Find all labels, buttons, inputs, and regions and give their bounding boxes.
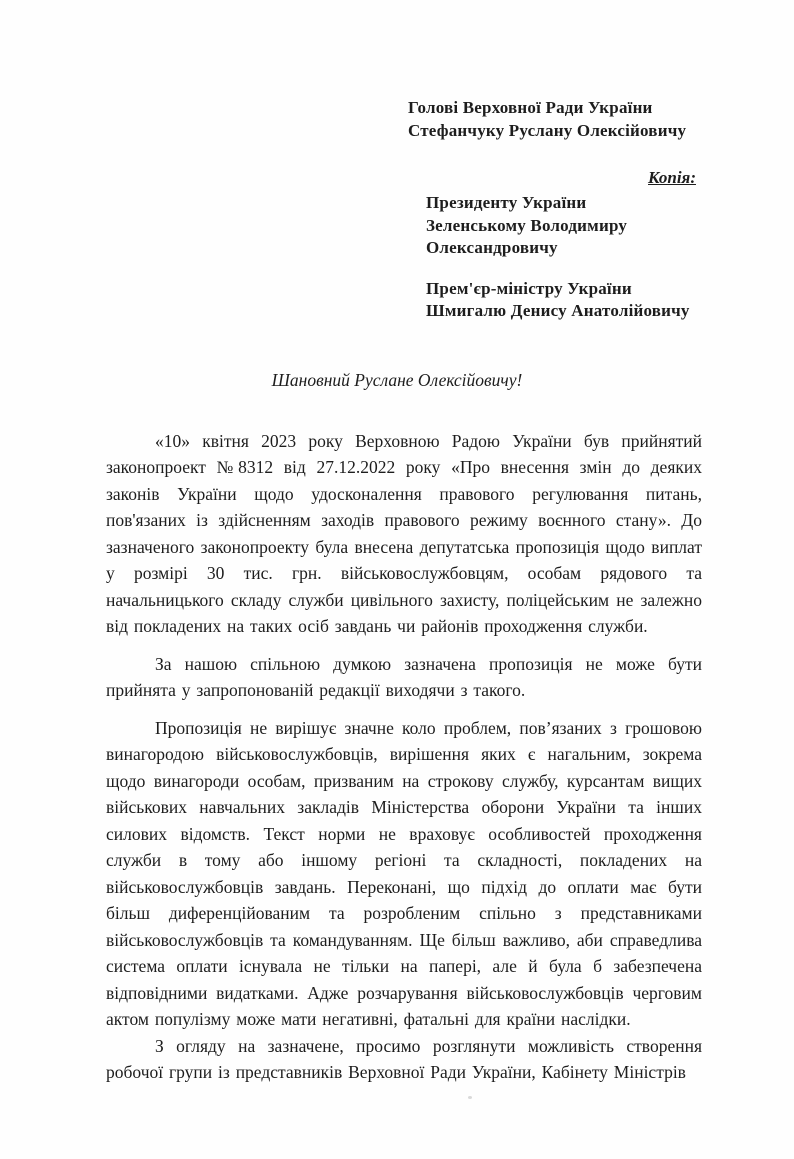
copy-recipient-president-line-1: Президенту України	[426, 193, 587, 212]
body-paragraph-2: За нашою спільною думкою зазначена пропозиція не може бути прийнята у запропонованій редакції виходячи з такого.	[106, 653, 702, 700]
body-paragraph-3: Пропозиція не вирішує значне коло проблем, пов’язаних з грошовою винагородою військовослужбовців, вирішення яких є нагальним, зокрема щодо винагороди особам, призваним на строкову службу, курсантам вищих військових навчальних закладів Міністерства оборони України та інших силових відомств. Текст норми не враховує особливостей проходження служби в тому або іншому регіоні та складності, покладених на військовослужбовців завдань. Переконані, що підхід до оплати має бути більш диференційованим та розробленим спільно з представниками військовослужбовців та командуванням. Ще більш важливо, аби справедлива система оплати існувала не тільки на папері, але й була б забезпечена відповідними видатками. Адже розчарування військовослужбовців черговим актом популізму може мати негативні, фатальні для країни наслідки.	[106, 717, 702, 1029]
addressee-primary-line-2: Стефанчуку Руслану Олексійовичу	[408, 121, 687, 140]
copy-recipient-president-line-3: Олександровичу	[426, 238, 558, 257]
salutation: Шановний Руслане Олексійовичу!	[271, 369, 523, 390]
copy-recipient-president-line-2: Зеленському Володимиру	[426, 215, 628, 235]
addressee-primary	[408, 96, 794, 142]
scan-artifact	[468, 1096, 472, 1099]
body-paragraph-1: «10» квітня 2023 року Верховною Радою України був прийнятий законопроект №8312 від 27.12.2022 року «Про внесення змін до деяких законів України щодо удосконалення правового регулювання питань, пов'язаних із здійсненням заходів правового режиму воєнного стану». До зазначеного законопроекту була внесена депутатська пропозиція щодо виплат у розмірі 30 тис. грн. військовослужбовцям, особам рядового та начальницького складу служби цивільного захисту, поліцейським не залежно від покладених на таких осіб завдань чи районів проходження служби.	[106, 430, 702, 636]
copy-recipient-president	[426, 192, 794, 260]
copy-recipient-prime-minister-line-1: Прем'єр-міністру України	[426, 278, 632, 298]
copy-recipient-prime-minister	[426, 278, 794, 323]
addressee-primary-line-1: Голові Верховної Ради України	[408, 98, 653, 117]
copy-label: Копія:	[648, 168, 696, 187]
copy-recipient-prime-minister-line-2: Шмигалю Денису Анатолійовичу	[426, 301, 690, 320]
letter-body	[106, 428, 702, 1086]
body-paragraph-4: З огляду на зазначене, просимо розглянути можливість створення робочої групи із представників Верховної Ради України, Кабінету Міністрів	[106, 1035, 702, 1082]
